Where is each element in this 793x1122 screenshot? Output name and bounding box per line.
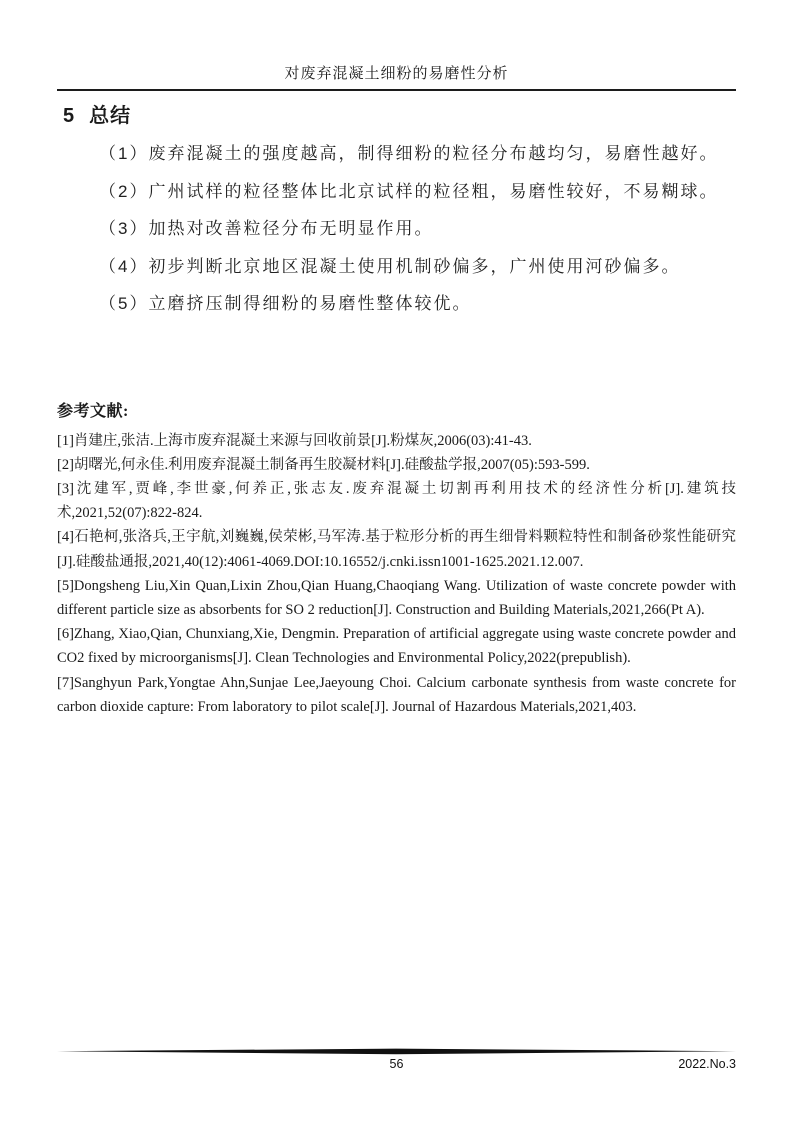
summary-point: （5）立磨挤压制得细粉的易磨性整体较优。: [99, 294, 472, 313]
reference-item: [7]Sanghyun Park,Yongtae Ahn,Sunjae Lee,Jaeyoung Choi. Calcium carbonate synthesis from waste concrete for carbon dioxide capture: From laboratory to pilot scale[J]. Journal of Hazardous Materials,2021,403.: [57, 674, 736, 715]
running-head-title: 对废弃混凝土细粉的易磨性分析: [284, 66, 509, 82]
section-heading: [63, 99, 736, 128]
summary-point: （2）广州试样的粒径整体比北京试样的粒径粗，易磨性较好，不易糊球。: [99, 181, 719, 201]
references-section: [57, 398, 736, 719]
references-heading: 参考文献:: [57, 402, 129, 420]
reference-item: [1]肖建庄,张洁.上海市废弃混凝土来源与回收前景[J].粉煤灰,2006(03):41-43.: [57, 432, 532, 449]
issue-label: 2022.No.3: [678, 1057, 736, 1071]
summary-point: （4）初步判断北京地区混凝土使用机制砂偏多，广州使用河砂偏多。: [99, 256, 681, 276]
footer-row: [57, 1057, 736, 1073]
page-footer: [57, 1048, 736, 1073]
references-list: [57, 429, 736, 719]
section-title: 总结: [89, 105, 132, 127]
summary-points: [57, 144, 736, 315]
footer-rule: [57, 1048, 736, 1055]
page-number: 56: [389, 1057, 404, 1071]
summary-point: （3）加热对改善粒径分布无明显作用。: [99, 219, 434, 238]
reference-item: [5]Dongsheng Liu,Xin Quan,Lixin Zhou,Qian Huang,Chaoqiang Wang. Utilization of waste concrete powder with different particle size as absorbents for SO 2 reduction[J]. Construction and Building Materials,2021,266(Pt A).: [57, 577, 736, 618]
section-number: 5: [63, 105, 76, 127]
reference-item: [6]Zhang, Xiao,Qian, Chunxiang,Xie, Dengmin. Preparation of artificial aggregate using waste concrete powder and CO2 fixed by microorganisms[J]. Clean Technologies and Environmental Policy,2022(prepublish).: [57, 626, 736, 667]
reference-item: [4]石艳柯,张洛兵,王宇航,刘巍巍,侯荣彬,马军涛.基于粒形分析的再生细骨料颗粒特性和制备砂浆性能研究[J].硅酸盐通报,2021,40(12):4061-4069.DOI:10.16552/j.cnki.issn1001-1625.2021.12.007.: [57, 529, 736, 570]
header-rule: [57, 89, 736, 91]
summary-point: （1）废弃混凝土的强度越高，制得细粉的粒径分布越均匀，易磨性越好。: [99, 144, 719, 163]
reference-item: [2]胡曙光,何永佳.利用废弃混凝土制备再生胶凝材料[J].硅酸盐学报,2007(05):593-599.: [57, 456, 590, 473]
reference-item: [3]沈建军,贾峰,李世豪,何养正,张志友.废弃混凝土切割再利用技术的经济性分析[J].建筑技术,2021,52(07):822-824.: [57, 480, 736, 522]
